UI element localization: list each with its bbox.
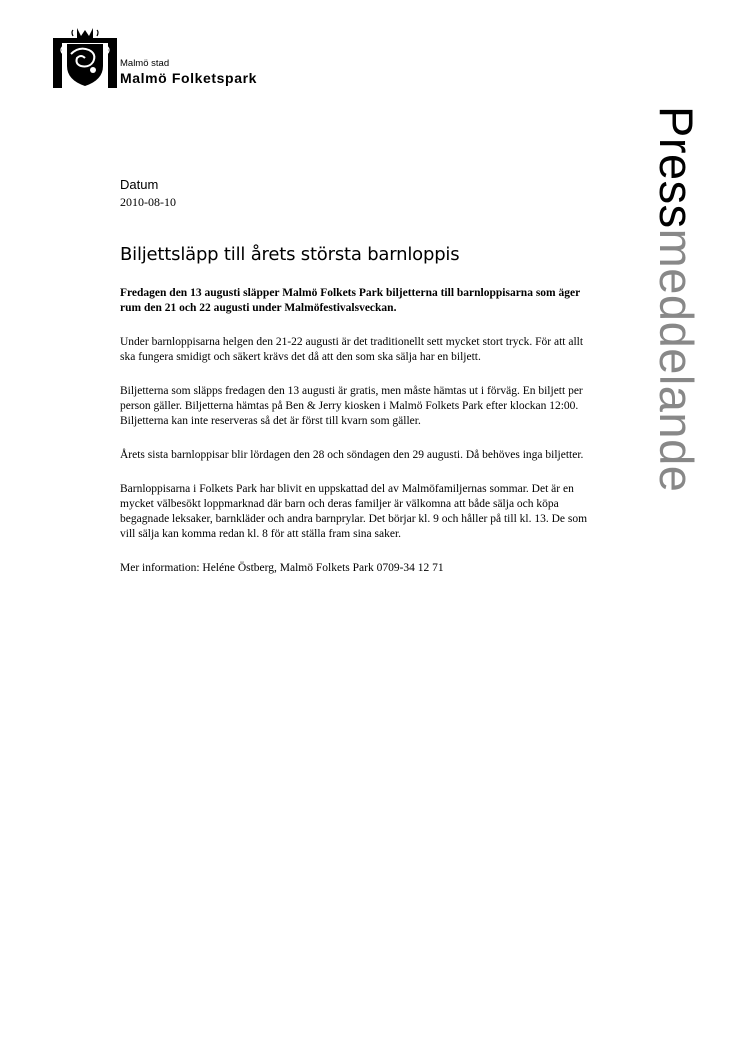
- body-paragraph: Barnloppisarna i Folkets Park har blivit en uppskattad del av Malmöfamiljernas sommar. Det är en mycket välbesökt loppmarknad där barn och deras familjer är välkomna att både sälja och köpa begagnade leksaker, barnkläder och andra barnprylar. Det börjar kl. 9 och håller på till kl. 13. De som vill sälja kan komma redan kl. 8 för att ställa fram sina saker.: [120, 483, 588, 540]
- malmo-coat-of-arms-logo: [53, 24, 117, 88]
- pressmeddelande-title: [650, 106, 703, 493]
- date-label: Datum: [120, 177, 159, 192]
- lead-paragraph: Fredagen den 13 augusti släpper Malmö Folkets Park biljetterna till barnloppisarna som äger rum den 21 och 22 augusti under Malmöfestivalsveckan.: [120, 287, 581, 314]
- body-paragraph: Under barnloppisarna helgen den 21-22 augusti är det traditionellt sett mycket stort tryck. För att allt ska fungera smidigt och säkert krävs det då att den som ska sälja har en biljett.: [120, 336, 584, 363]
- body-paragraph: Biljetterna som släpps fredagen den 13 augusti är gratis, men måste hämtas ut i förväg. En biljett per person gäller. Biljetterna hämtas på Ben & Jerry kiosken i Malmö Folkets Park efter klockan 12:00. Biljetterna kan inte reserveras så det är först till kvarn som gäller.: [120, 385, 583, 427]
- date-value: 2010-08-10: [120, 195, 176, 209]
- contact-info: Mer information: Heléne Östberg, Malmö Folkets Park 0709-34 12 71: [120, 562, 444, 574]
- headline: Biljettsläpp till årets största barnloppis: [120, 244, 460, 265]
- side-title-meddelande: meddelande: [650, 228, 703, 493]
- org-subtitle: Malmö stad: [120, 58, 170, 69]
- side-title-press: Press: [650, 106, 703, 229]
- org-name: Malmö Folketspark: [120, 70, 258, 86]
- press-release-body: [120, 286, 590, 595]
- body-paragraph: Årets sista barnloppisar blir lördagen den 28 och söndagen den 29 augusti. Då behöves inga biljetter.: [120, 449, 584, 461]
